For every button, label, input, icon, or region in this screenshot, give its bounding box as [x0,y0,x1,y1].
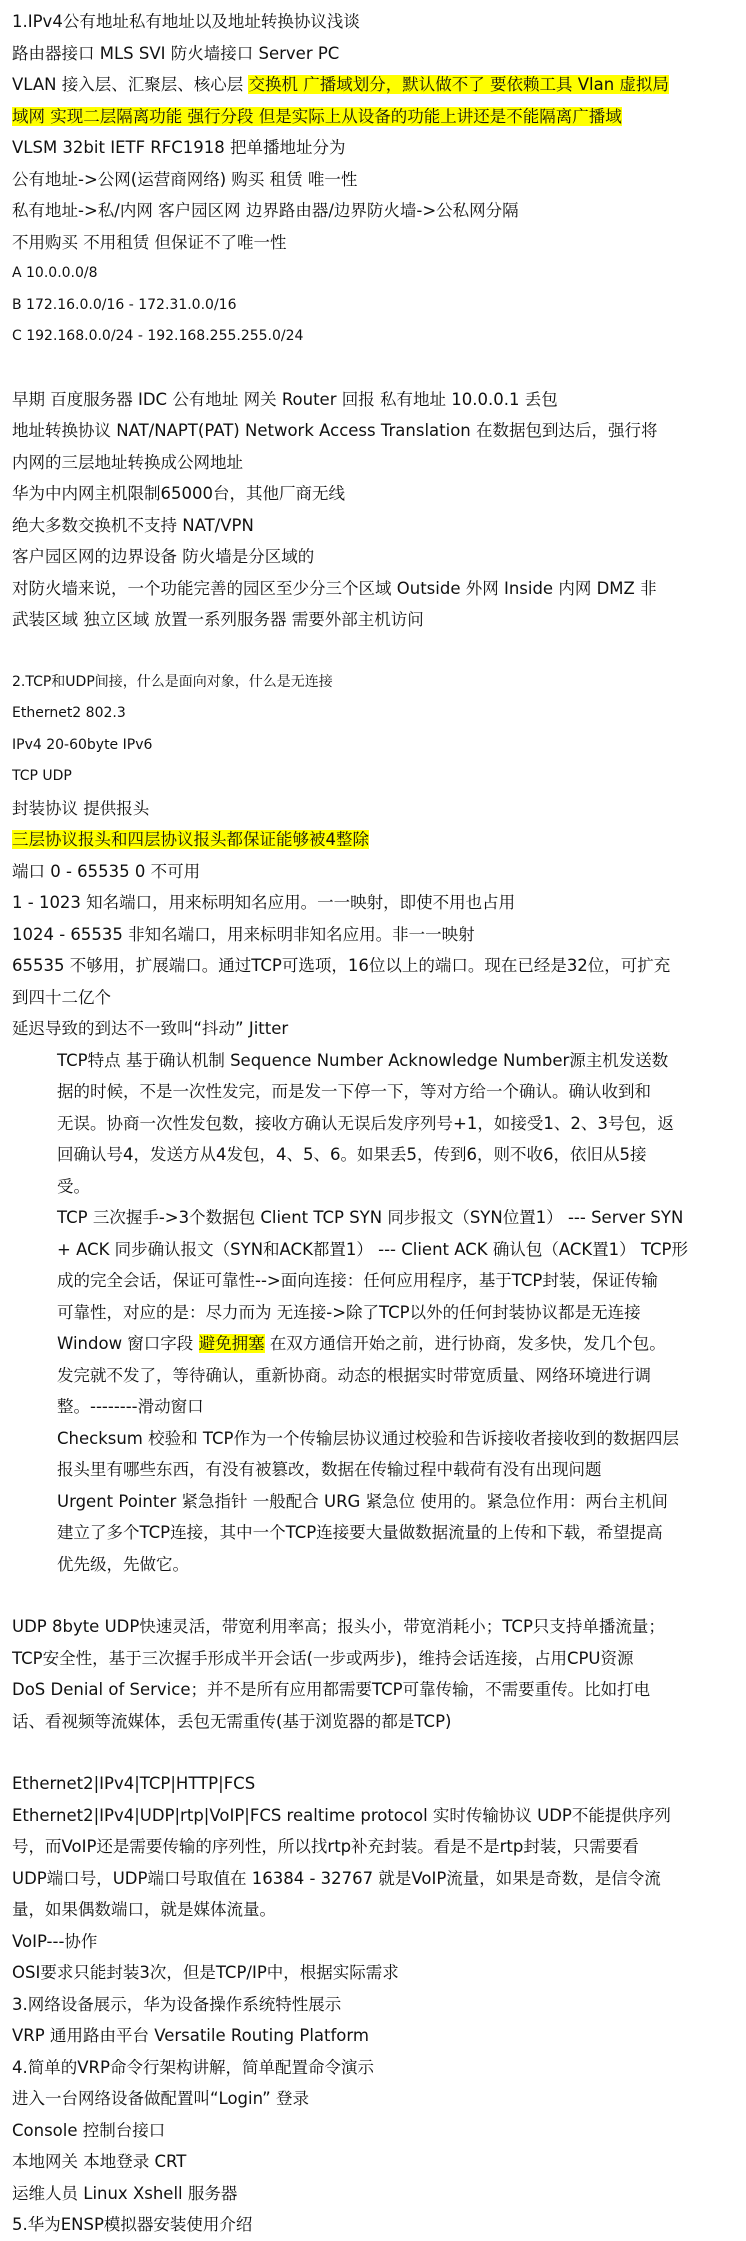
text-line: 不用购买 不用租赁 但保证不了唯一性 [12,232,287,252]
text-line: 绝大多数交换机不支持 NAT/VPN [12,515,254,535]
text-segment: 在双方通信开始之前，进行协商，发多快，发几个包。 [264,1334,666,1353]
text-line: 公有地址->公网(运营商网络) 购买 租赁 唯一性 [12,169,358,189]
blank-line [12,353,738,384]
highlighted-text: 避免拥塞 [198,1334,265,1353]
text-line: VoIP---协作 [12,1931,98,1951]
text-line: 运维人员 Linux Xshell 服务器 [12,2183,238,2203]
text-line: VLSM 32bit IETF RFC1918 把单播地址分为 [12,138,346,157]
text-line: 受。 [57,1176,90,1196]
text-line: 建立了多个TCP连接，其中一个TCP连接要大量做数据流量的上传和下载，希望提高 [57,1523,663,1542]
text-line: 进入一台网络设备做配置叫“Login” 登录 [12,2089,309,2108]
text-line: B 172.16.0.0/16 - 172.31.0.0/16 [12,296,237,313]
text-line: TCP UDP [12,768,72,784]
text-line: OSI要求只能封装3次，但是TCP/IP中，根据实际需求 [12,1963,399,1982]
text-line: Ethernet2 802.3 [12,705,126,721]
text-line: 发完就不发了，等待确认，重新协商。动态的根据实时带宽质量、网络环境进行调 [57,1365,651,1385]
text-line: 整。--------滑动窗口 [57,1397,204,1416]
text-line: 延迟导致的到达不一致叫“抖动” Jitter [12,1019,289,1038]
text-line [12,824,738,856]
text-line: 内网的三层地址转换成公网地址 [12,452,243,472]
text-line: C 192.168.0.0/24 - 192.168.255.255.0/24 [12,328,304,344]
highlighted-text: 交换机 广播域划分，默认做不了 要依赖工具 Vlan 虚拟局 [248,75,669,94]
text-line: 1 - 1023 知名端口，用来标明知名应用。一一映射，即使不用也占用 [12,893,516,912]
text-line: 优先级，先做它。 [57,1554,189,1574]
text-line: 早期 百度服务器 IDC 公有地址 网关 Router 回报 私有地址 10.0.0.1 丢包 [12,389,558,409]
text-line: 对防火墙来说，一个功能完善的园区至少分三个区域 Outside 外网 Inside 内网 DMZ 非 [12,578,657,598]
text-line: 1.IPv4公有地址私有地址以及地址转换协议浅谈 [12,12,360,31]
text-line: 无误。协商一次性发包数，接收方确认无误后发序列号+1，如接受1、2、3号包，返 [57,1113,674,1133]
text-segment: VLAN 接入层、汇聚层、核心层 [12,75,249,94]
text-line: 华为中内网主机限制65000台，其他厂商无线 [12,484,345,503]
text-line: 路由器接口 MLS SVI 防火墙接口 Server PC [12,43,340,63]
text-line: IPv4 20-60byte IPv6 [12,736,153,753]
text-line: Urgent Pointer 紧急指针 一般配合 URG 紧急位 使用的。紧急位作用：两台主机间 [57,1491,668,1511]
text-line: Console 控制台接口 [12,2120,166,2140]
text-line: 回确认号4，发送方从4发包，4、5、6。如果丢5，传到6，则不收6，依旧从5接 [57,1145,647,1164]
text-line: 2.TCP和UDP间接，什么是面向对象，什么是无连接 [12,673,333,690]
text-line: 端口 0 - 65535 0 不可用 [12,861,201,881]
text-line: 1024 - 65535 非知名端口，用来标明非知名应用。非一一映射 [12,924,475,944]
text-line: UDP端口号，UDP端口号取值在 16384 - 32767 就是VoIP流量，如果是奇数，是信令流 [12,1868,661,1888]
text-line: 3.网络设备展示，华为设备操作系统特性展示 [12,1994,342,2014]
text-line: 据的时候，不是一次性发完，而是发一下停一下，等对方给一个确认。确认收到和 [57,1082,651,1101]
text-line [12,101,738,133]
text-line: 武装区域 独立区域 放置一系列服务器 需要外部主机访问 [12,610,424,629]
text-line: 号，而VoIP还是需要传输的序列性，所以找rtp补充封装。看是不是rtp封装，只需要看 [12,1837,639,1856]
text-line: UDP 8byte UDP快速灵活，带宽利用率高；报头小，带宽消耗小；TCP只支持单播流量； [12,1617,665,1636]
blank-line [12,1580,738,1611]
text-line [12,69,738,101]
text-line: TCP安全性，基于三次握手形成半开会话(一步或两步)，维持会话连接，占用CPU资源 [12,1648,634,1668]
text-line [12,1328,738,1360]
text-line: 客户园区网的边界设备 防火墙是分区域的 [12,547,315,566]
blank-line [12,636,738,667]
highlighted-text: 域网 实现二层隔离功能 强行分段 但是实际上从设备的功能上讲还是不能隔离广播域 [12,106,622,126]
text-line: 5.华为ENSP模拟器安装使用介绍 [12,2215,253,2234]
text-line: TCP 三次握手->3个数据包 Client TCP SYN 同步报文（SYN位置1） --- Server SYN [57,1208,684,1227]
text-line: DoS Denial of Service；并不是所有应用都需要TCP可靠传输，不需要重传。比如打电 [12,1680,651,1699]
text-line: TCP特点 基于确认机制 Sequence Number Acknowledge Number源主机发送数 [57,1050,669,1070]
text-line: 封装协议 提供报头 [12,798,150,818]
text-line: Checksum 校验和 TCP作为一个传输层协议通过校验和告诉接收者接收到的数据四层 [57,1428,679,1448]
text-line: 私有地址->私/内网 客户园区网 边界路由器/边界防火墙->公私网分隔 [12,201,519,220]
text-line: + ACK 同步确认报文（SYN和ACK都置1） --- Client ACK 确认包（ACK置1） TCP形 [57,1239,688,1259]
text-line: 成的完全会话，保证可靠性-->面向连接：任何应用程序，基于TCP封装，保证传输 [57,1271,658,1290]
text-line: 话、看视频等流媒体，丢包无需重传(基于浏览器的都是TCP) [12,1711,452,1731]
text-line: 报头里有哪些东西，有没有被篡改，数据在传输过程中载荷有没有出现问题 [57,1460,602,1479]
text-line: 地址转换协议 NAT/NAPT(PAT) Network Access Translation 在数据包到达后，强行将 [12,421,658,440]
text-line: VRP 通用路由平台 Versatile Routing Platform [12,2026,369,2045]
text-line: 65535 不够用，扩展端口。通过TCP可选项，16位以上的端口。现在已经是32位，可扩充 [12,956,671,975]
blank-line [12,1737,738,1768]
text-line: 量，如果偶数端口，就是媒体流量。 [12,1900,276,1919]
text-line: 到四十二亿个 [12,987,111,1007]
highlighted-text: 三层协议报头和四层协议报头都保证能够被4整除 [12,830,369,849]
text-segment: Window 窗口字段 [57,1334,199,1353]
text-line: A 10.0.0.0/8 [12,265,98,281]
text-line: 4.简单的VRP命令行架构讲解，简单配置命令演示 [12,2057,374,2077]
text-line: Ethernet2|IPv4|TCP|HTTP|FCS [12,1774,256,1793]
text-line: 可靠性，对应的是：尽力而为 无连接->除了TCP以外的任何封装协议都是无连接 [57,1302,641,1322]
text-line: Ethernet2|IPv4|UDP|rtp|VoIP|FCS realtime protocol 实时传输协议 UDP不能提供序列 [12,1805,671,1825]
text-line: 本地网关 本地登录 CRT [12,2152,187,2171]
